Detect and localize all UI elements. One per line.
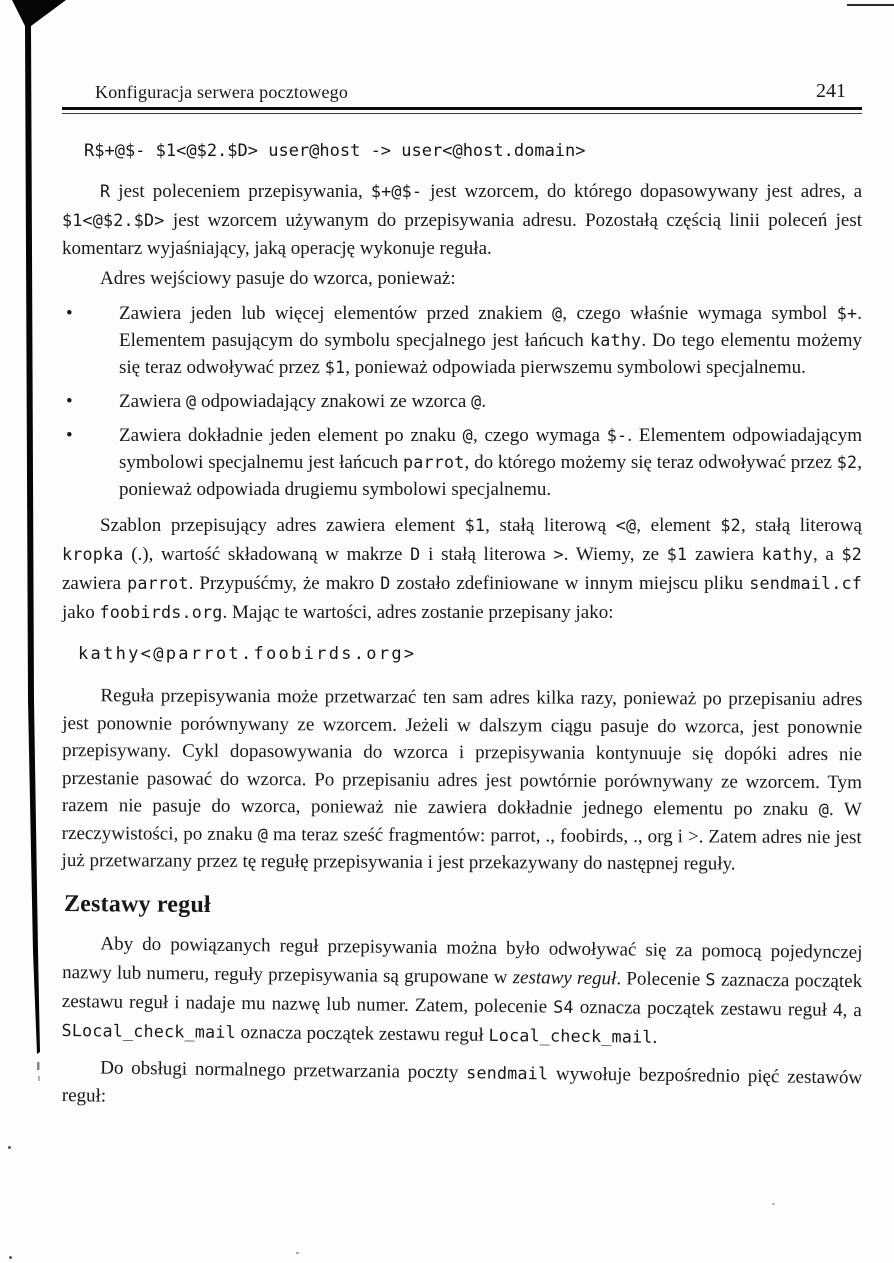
bullet-item [62,422,862,503]
inline-text: , stałą literową [485,515,616,536]
paragraph-match-lead-in [62,265,862,293]
inline-code: @ [818,798,830,820]
scan-speck [296,1252,299,1254]
inline-code: <@ [615,515,637,535]
inline-text: , stałą literową [740,515,862,536]
inline-code: kathy [761,544,813,564]
inline-text: . Do tego elementu możemy się teraz odwoływać przez [119,330,862,378]
inline-text: zawiera [62,573,128,594]
inline-text: , ponieważ odpowiada pierwszemu symbolowi specjalnemu. [345,357,806,378]
inline-code: @ [462,425,473,445]
inline-text: odpowiadający znakowi ze wzorca [196,391,472,412]
paragraph-rewrite-loop [61,682,862,879]
inline-text: . Elementem pasującym do symbolu specjalnego jest łańcuch [119,303,862,351]
inline-code: parrot [127,573,189,593]
inline-text: , element [636,515,721,536]
inline-code: $2 [836,452,858,472]
inline-text: . W rzeczywistości, po znaku [61,799,862,845]
paragraph-closing [62,1053,863,1120]
inline-text: Reguła przepisywania może przetwarzać ten sam adres kilka razy, ponieważ po przepisaniu adres jest ponownie porównywany ze wzorcem. Jeżeli w dalszym ciągu pasuje do wzorca, jest ponownie przepisywany. Cykl dopasowywania do wzorca i przepisywania kontynuuje się dopóki adres nie przestanie pasować do wzorca. Po przepisaniu adres jest powtórnie porównywany ze wzorcem. Tym razem nie pasuje do wzorca, ponieważ nie zawiera dokładnie jednego elementu po znaku [61,685,863,820]
inline-code: S [705,968,716,989]
paragraph-intro [62,177,862,263]
inline-text: . [481,391,487,412]
inline-code: > [553,544,564,564]
inline-code: Local_check_mail [488,1024,653,1047]
inline-code: $1 [464,515,486,535]
inline-code: S4 [553,996,574,1017]
inline-text: zawiera [687,544,762,565]
inline-text: Zawiera dokładnie jeden element po znaku [119,425,463,446]
inline-text: Zawiera jeden lub więcej elementów przed znakiem [119,303,553,324]
inline-text: . Mając te wartości, adres zostanie przepisany jako: [222,602,614,623]
inline-code: SLocal_check_mail [61,1019,236,1042]
inline-code: D [410,544,421,564]
scan-speck [8,1146,11,1149]
inline-text: ma teraz sześć fragmentów: parrot, ., foobirds, ., org i >. Zatem adres nie jest już przetwarzany przez tę regułę przepisywania i jest przekazywany do następnej reguły. [61,823,862,875]
code-rewrite-rule: R$+@$- $1<@$2.$D> user@host -> user<@host.domain> [84,141,586,161]
inline-text: (.), wartość składowaną w makrze [123,544,411,565]
inline-text: , do którego możemy się teraz odwoływać przez [464,452,837,473]
scan-speck [772,1203,775,1205]
scan-speck [9,1256,12,1259]
inline-code: $+@$- [370,181,423,201]
inline-code: kropka [62,544,124,564]
bullet-marker: • [66,425,73,446]
code-rewritten-address: kathy<@parrot.foobirds.org> [78,644,417,664]
inline-text: zaznacza początek zestawu reguł i nadaje mu nazwę lub numer. Zatem, polecenie [61,968,863,1018]
inline-text: Zawiera [119,391,186,412]
inline-code: $+ [836,303,858,323]
bullet-item [62,388,862,415]
inline-code: sendmail [466,1061,549,1083]
inline-code: parrot [403,452,465,472]
inline-text: zostało zdefiniowane w innym miejscu pliku [390,573,750,594]
inline-code: @ [257,823,269,844]
bullet-text [119,422,862,503]
inline-text: oznacza początek zestawu reguł 4, a [573,996,862,1021]
page-number: 241 [816,80,846,102]
inline-text: . Przypuśćmy, że makro [188,573,381,594]
inline-text: jest wzorcem używanym do przepisywania adresu. Pozostałą częścią linii poleceń jest komentarz wyjaśniający, jaką operację wykonuje reguła. [62,210,862,259]
bullet-list [62,300,862,503]
inline-code: $1 [324,357,346,377]
inline-text: , ponieważ odpowiada drugiemu symbolowi specjalnemu. [119,452,862,500]
inline-text: jest wzorcem, do którego dopasowywany jest adres, a [422,181,862,202]
inline-code: foobirds.org [99,602,223,622]
inline-code: $1<@$2.$D> [62,210,165,230]
inline-code: @ [471,391,482,411]
inline-text: Aby do powiązanych reguł przepisywania można było odwoływać się za pomocą pojedynczej nazwy lub numeru, reguły przepisywania są grupowane w [62,932,863,988]
inline-code: @ [552,303,563,323]
bullet-text [119,300,862,381]
inline-text: , a [812,544,842,565]
bullet-item [62,300,862,381]
inline-text: . [652,1026,658,1048]
inline-text: jest poleceniem przepisywania, [110,181,371,202]
bullet-marker: • [66,303,73,324]
inline-text: . Elementem odpowiadającym symbolowi specjalnemu jest łańcuch [119,425,862,473]
inline-code: @ [185,391,197,411]
inline-code: $2 [841,544,863,564]
paragraph-rulesets [61,930,862,1054]
inline-text: Szablon przepisujący adres zawiera element [100,515,465,536]
inline-text: , czego wymaga [472,425,607,446]
inline-text: , czego właśnie wymaga symbol [562,303,837,324]
inline-code: sendmail.cf [749,573,863,593]
inline-code: $1 [666,544,688,564]
inline-code: D [380,573,391,593]
inline-code: kathy [590,330,642,350]
inline-text: zestawy reguł [512,966,617,989]
header-rule [62,107,862,114]
inline-text: Adres wejściowy pasuje do wzorca, ponieważ: [100,268,456,289]
paragraph-template [62,511,862,627]
page-header [62,80,862,103]
inline-text: jako [62,602,100,623]
inline-code: $- [606,425,628,445]
inline-text: oznacza początek zestawu reguł [235,1021,489,1046]
inline-text: Do obsługi normalnego przetwarzania poczty [100,1056,467,1083]
inline-text: . Polecenie [616,967,706,990]
section-heading-rulesets: Zestawy reguł [63,890,211,918]
inline-text: i stałą literowa [420,544,554,565]
inline-code: R [100,181,111,201]
inline-code: $2 [720,515,741,535]
chapter-title: Konfiguracja serwera pocztowego [95,82,349,102]
inline-text: wywołuje bezpośrednio pięć zestawów reguł: [61,1062,863,1107]
bullet-marker: • [66,391,73,412]
bullet-text [119,388,862,415]
inline-text: . Wiemy, ze [563,544,667,565]
